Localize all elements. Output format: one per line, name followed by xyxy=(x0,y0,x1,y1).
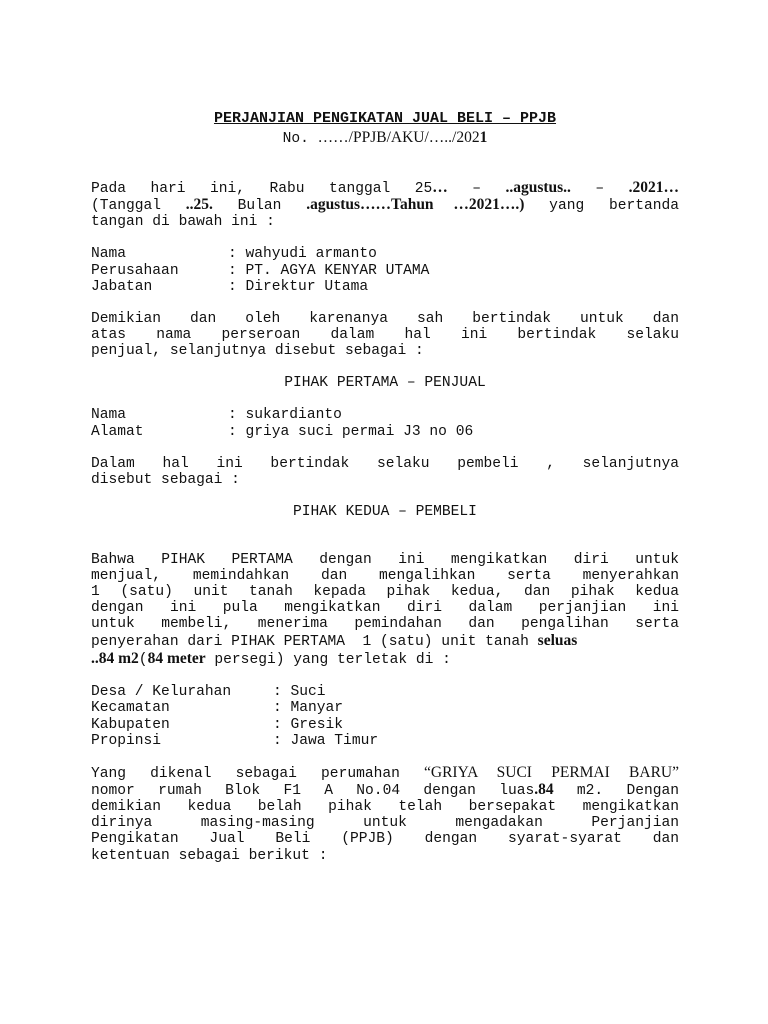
housing-name: “GRIYA SUCI PERMAI BARU” xyxy=(424,764,679,781)
field-value: : Gresik xyxy=(273,717,344,733)
opening-text: (Tanggal xyxy=(91,198,186,214)
area-value: ..84 m2 xyxy=(91,650,139,667)
separator: – xyxy=(570,181,629,197)
opening-date-text: Pada hari ini, Rabu tanggal 25 xyxy=(91,181,433,197)
agreement-text: persegi) yang terletak di : xyxy=(205,652,451,668)
agreement-line: untuk membeli, menerima pemindahan dan pengalihan serta xyxy=(91,616,679,632)
closing-line: ketentuan sebagai berikut : xyxy=(91,848,328,864)
closing-text: nomor rumah Blok F1 A No.04 dengan luas xyxy=(91,783,535,799)
field-value: : PT. AGYA KENYAR UTAMA xyxy=(228,263,430,279)
closing-text: m2. Dengan xyxy=(553,783,679,799)
field-label: Alamat xyxy=(91,424,144,440)
first-party-position-row xyxy=(91,279,679,295)
closing-line-1 xyxy=(91,765,679,782)
first-party-paragraph-line: Demikian dan oleh karenanya sah bertindak untuk dan xyxy=(91,311,679,327)
second-party-name-row xyxy=(91,407,679,423)
agreement-line: 1 (satu) unit tanah kepada pihak kedua, dan pihak kedua xyxy=(91,584,679,600)
closing-line-2 xyxy=(91,782,679,799)
field-value: : griya suci permai J3 no 06 xyxy=(228,424,474,440)
agreement-line xyxy=(91,651,679,668)
field-value: : Suci xyxy=(273,684,326,700)
field-label: Nama xyxy=(91,407,127,423)
opening-month-year: .agustus……Tahun …2021….) xyxy=(306,196,525,213)
number-body: ……/PPJB/AKU/…../202 xyxy=(317,129,480,146)
house-area: .84 xyxy=(534,781,554,798)
location-province-row xyxy=(91,733,679,749)
field-value: : Manyar xyxy=(273,700,344,716)
opening-line-1 xyxy=(91,180,679,197)
area-label: seluas xyxy=(537,632,578,649)
agreement-line: dengan ini pula mengikatkan diri dalam perjanjian ini xyxy=(91,600,679,616)
field-label: Kecamatan xyxy=(91,700,170,716)
first-party-heading: PIHAK PERTAMA – PENJUAL xyxy=(284,375,486,391)
field-label: Kabupaten xyxy=(91,717,170,733)
document-number xyxy=(91,130,679,147)
field-value: : wahyudi armanto xyxy=(228,246,377,262)
first-party-name-row xyxy=(91,246,679,262)
field-label: Perusahaan xyxy=(91,263,179,279)
agreement-line xyxy=(91,633,679,650)
opening-year: .2021… xyxy=(628,179,679,196)
first-party-paragraph-line: atas nama perseroan dalam hal ini bertindak selaku xyxy=(91,327,679,343)
first-party-company-row xyxy=(91,263,679,279)
agreement-text: penyerahan dari PIHAK PERTAMA 1 (satu) unit tanah xyxy=(91,634,538,650)
opening-month: ..agustus.. xyxy=(505,179,571,196)
field-value: : sukardianto xyxy=(228,407,342,423)
second-party-paragraph-line: disebut sebagai : xyxy=(91,472,240,488)
field-label: Propinsi xyxy=(91,733,162,749)
agreement-line: Bahwa PIHAK PERTAMA dengan ini mengikatkan diri untuk xyxy=(91,552,679,568)
agreement-text: ( xyxy=(138,652,148,668)
first-party-paragraph-line: penjual, selanjutnya disebut sebagai : xyxy=(91,343,424,359)
second-party-paragraph-line: Dalam hal ini bertindak selaku pembeli , selanjutnya xyxy=(91,456,679,472)
field-label: Nama xyxy=(91,246,127,262)
field-label: Jabatan xyxy=(91,279,153,295)
closing-line: demikian kedua belah pihak telah bersepakat mengikatkan xyxy=(91,799,679,815)
area-words: 84 meter xyxy=(147,650,206,667)
field-value: : Direktur Utama xyxy=(228,279,369,295)
field-label: Desa / Kelurahan xyxy=(91,684,232,700)
agreement-line: menjual, memindahkan dan mengalihkan serta menyerahkan xyxy=(91,568,679,584)
opening-day: ..25. xyxy=(185,196,213,213)
closing-text: Yang dikenal sebagai perumahan xyxy=(91,766,425,782)
opening-line-3: tangan di bawah ini : xyxy=(91,214,275,230)
number-suffix: 1 xyxy=(479,129,488,146)
opening-text: Bulan xyxy=(212,198,307,214)
location-regency-row xyxy=(91,717,679,733)
location-village-row xyxy=(91,684,679,700)
opening-text: yang bertanda xyxy=(524,198,680,214)
opening-date-fill: … xyxy=(432,179,448,196)
separator: – xyxy=(447,181,506,197)
field-value: : Jawa Timur xyxy=(273,733,379,749)
location-district-row xyxy=(91,700,679,716)
second-party-heading: PIHAK KEDUA – PEMBELI xyxy=(293,504,477,520)
closing-line: Pengikatan Jual Beli (PPJB) dengan syarat-syarat dan xyxy=(91,831,679,847)
document-title: PERJANJIAN PENGIKATAN JUAL BELI – PPJB xyxy=(213,110,557,127)
opening-line-2 xyxy=(91,197,679,214)
second-party-address-row xyxy=(91,424,679,440)
number-prefix: No. xyxy=(282,131,318,147)
closing-line: dirinya masing-masing untuk mengadakan Perjanjian xyxy=(91,815,679,831)
